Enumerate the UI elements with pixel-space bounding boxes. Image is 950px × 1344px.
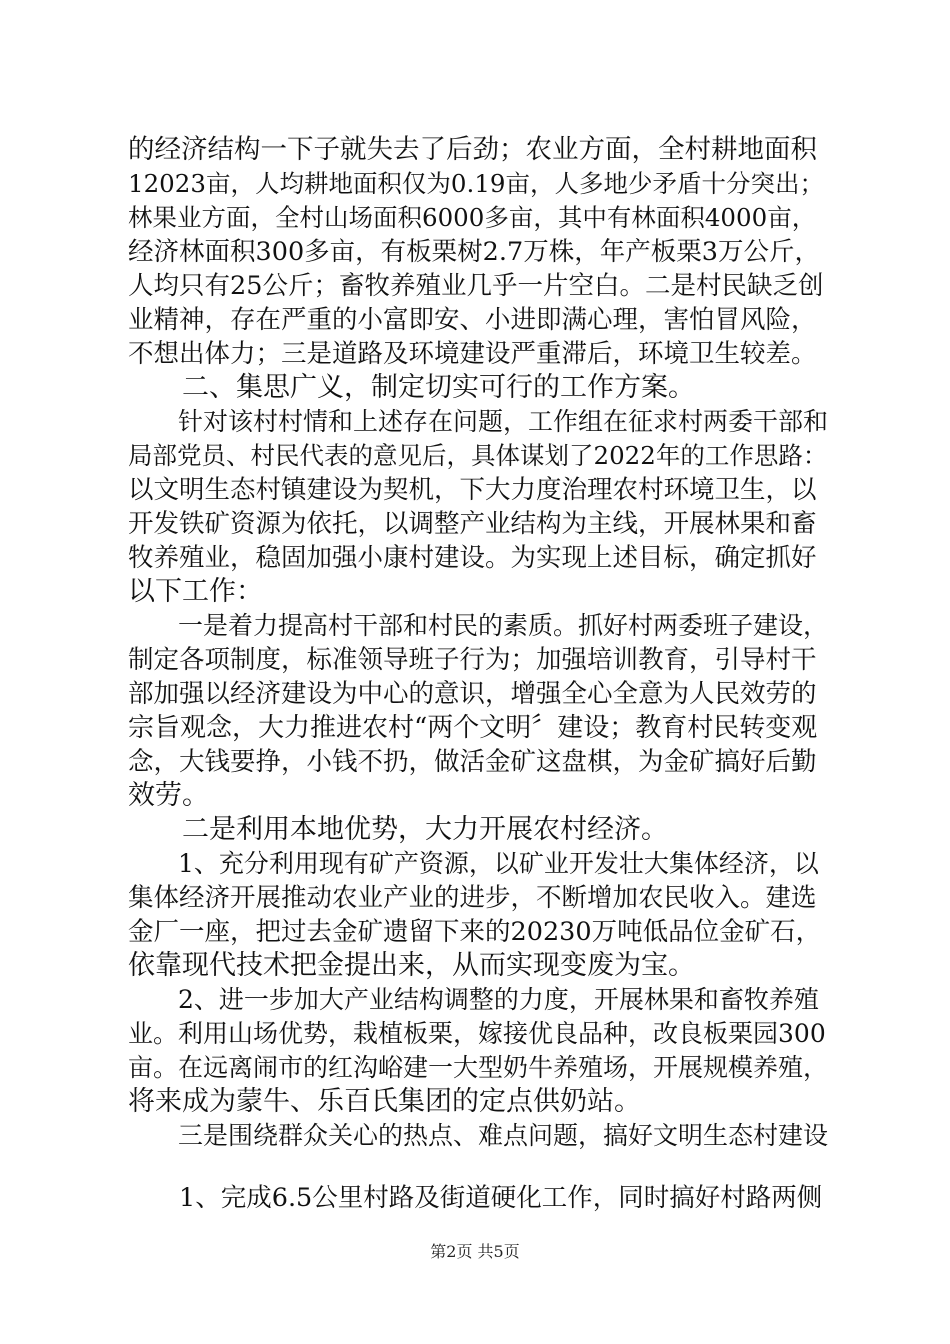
text-line: 人均只有25公斤；畜牧养殖业几乎一片空白。二是村民缺乏创	[128, 271, 824, 301]
text-line: 2、进一步加大产业结构调整的力度，开展林果和畜牧养殖	[128, 985, 819, 1014]
text-line: 1、充分利用现有矿产资源，以矿业开发壮大集体经济，以	[128, 849, 819, 878]
text-line: 亩。在远离闹市的红沟峪建一大型奶牛养殖场，开展规模养殖，	[128, 1053, 829, 1082]
text-line: 集体经济开展推动农业产业的进步，不断增加农民收入。建选	[128, 883, 817, 913]
text-line: 以文明生态村镇建设为契机，下大力度治理农村环境卫生，以	[128, 475, 817, 505]
text-line: 效劳。	[128, 780, 209, 811]
text-line: 部加强以经济建设为中心的意识，增强全心全意为人民效劳的	[128, 679, 817, 709]
text-line: 将来成为蒙牛、乐百氏集团的定点供奶站。	[128, 1086, 641, 1117]
text-line: 三是围绕群众关心的热点、难点问题，搞好文明生态村建设	[128, 1121, 829, 1150]
text-line: 依靠现代技术把金提出来，从而实现变废为宝。	[128, 950, 695, 981]
text-line: 制定各项制度，标准领导班子行为；加强培训教育，引导村干	[128, 645, 817, 675]
text-line: 业精神，存在严重的小富即安、小进即满心理，害怕冒风险，	[128, 305, 817, 335]
text-line: 针对该村村情和上述存在问题，工作组在征求村两委干部和	[128, 407, 829, 436]
text-line: 的经济结构一下子就失去了后劲；农业方面，全村耕地面积	[128, 134, 817, 165]
text-line: 局部党员、村民代表的意见后，具体谋划了2022年的工作思路：	[128, 441, 828, 470]
text-line: 一是着力提高村干部和村民的素质。抓好村两委班子建设，	[128, 611, 829, 640]
page-number-footer: 第2页 共5页	[430, 1242, 520, 1261]
text-line: 经济林面积300多亩，有板栗树2.7万株，年产板栗3万公斤，	[128, 237, 820, 267]
text-line: 林果业方面，全村山场面积6000多亩，其中有林面积4000亩，	[128, 203, 817, 232]
text-line: 二是利用本地优势，大力开展农村经济。	[128, 814, 668, 845]
text-line: 宗旨观念，大力推进农村“两个文明〞建设；教育村民转变观	[128, 713, 818, 743]
text-line: 金厂一座，把过去金矿遗留下来的20230万吨低品位金矿石，	[128, 917, 822, 947]
text-line: 不想出体力；三是道路及环境建设严重滞后，环境卫生较差。	[128, 339, 817, 369]
text-line: 1、完成6.5公里村路及街道硬化工作，同时搞好村路两侧	[128, 1183, 823, 1213]
text-line: 念，大钱要挣，小钱不扔，做活金矿这盘棋，为金矿搞好后勤	[128, 747, 817, 777]
text-line: 以下工作：	[128, 576, 263, 607]
text-line: 牧养殖业，稳固加强小康村建设。为实现上述目标，确定抓好	[128, 543, 817, 573]
text-line: 12023亩，人均耕地面积仅为0.19亩，人多地少矛盾十分突出；	[128, 169, 824, 198]
text-line: 开发铁矿资源为依托，以调整产业结构为主线，开展林果和畜	[128, 509, 817, 539]
section-heading: 二、集思广义，制定切实可行的工作方案。	[128, 372, 695, 403]
text-line: 业。利用山场优势，栽植板栗，嫁接优良品种，改良板栗园300	[128, 1019, 826, 1048]
